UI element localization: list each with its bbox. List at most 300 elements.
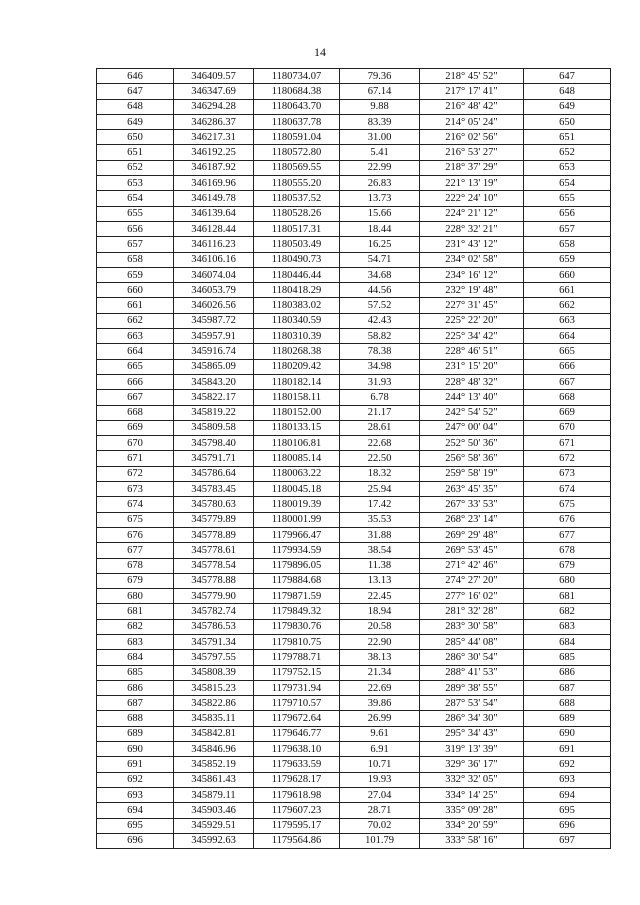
cell-next-point-number: 679 <box>524 558 611 573</box>
table-row <box>97 313 611 328</box>
cell-distance: 22.90 <box>340 634 420 649</box>
cell-distance: 26.83 <box>340 176 420 191</box>
cell-y-coordinate: 1180643.70 <box>254 99 340 114</box>
cell-y-coordinate: 1180537.52 <box>254 191 340 206</box>
cell-bearing: 231° 43' 12" <box>420 237 524 252</box>
cell-point-number: 661 <box>97 298 174 313</box>
cell-y-coordinate: 1180158.11 <box>254 390 340 405</box>
cell-x-coordinate: 345782.74 <box>174 604 254 619</box>
table-row <box>97 221 611 236</box>
cell-y-coordinate: 1180045.18 <box>254 482 340 497</box>
cell-y-coordinate: 1179628.17 <box>254 772 340 787</box>
cell-distance: 35.53 <box>340 512 420 527</box>
cell-next-point-number: 696 <box>524 818 611 833</box>
cell-point-number: 658 <box>97 252 174 267</box>
cell-point-number: 687 <box>97 696 174 711</box>
cell-distance: 78.38 <box>340 344 420 359</box>
cell-distance: 42.43 <box>340 313 420 328</box>
cell-point-number: 649 <box>97 114 174 129</box>
cell-bearing: 244° 13' 40" <box>420 390 524 405</box>
cell-next-point-number: 663 <box>524 313 611 328</box>
cell-y-coordinate: 1180490.73 <box>254 252 340 267</box>
cell-bearing: 263° 45' 35" <box>420 482 524 497</box>
cell-bearing: 271° 42' 46" <box>420 558 524 573</box>
cell-bearing: 221° 13' 19" <box>420 176 524 191</box>
cell-y-coordinate: 1179672.64 <box>254 711 340 726</box>
table-row <box>97 757 611 772</box>
cell-y-coordinate: 1179934.59 <box>254 543 340 558</box>
cell-x-coordinate: 345791.71 <box>174 451 254 466</box>
cell-x-coordinate: 345822.86 <box>174 696 254 711</box>
table-row <box>97 267 611 282</box>
cell-bearing: 329° 36' 17" <box>420 757 524 772</box>
cell-point-number: 694 <box>97 803 174 818</box>
cell-distance: 31.88 <box>340 527 420 542</box>
cell-next-point-number: 660 <box>524 267 611 282</box>
cell-distance: 57.52 <box>340 298 420 313</box>
table-row <box>97 665 611 680</box>
table-row <box>97 69 611 84</box>
cell-next-point-number: 688 <box>524 696 611 711</box>
cell-next-point-number: 675 <box>524 497 611 512</box>
cell-distance: 6.91 <box>340 742 420 757</box>
cell-bearing: 247° 00' 04" <box>420 420 524 435</box>
table-row <box>97 405 611 420</box>
table-row <box>97 160 611 175</box>
cell-next-point-number: 668 <box>524 390 611 405</box>
cell-next-point-number: 692 <box>524 757 611 772</box>
cell-y-coordinate: 1180152.00 <box>254 405 340 420</box>
cell-bearing: 227° 31' 45" <box>420 298 524 313</box>
table-row <box>97 726 611 741</box>
cell-bearing: 225° 34' 42" <box>420 329 524 344</box>
cell-x-coordinate: 345865.09 <box>174 359 254 374</box>
cell-y-coordinate: 1180383.02 <box>254 298 340 313</box>
cell-distance: 31.93 <box>340 374 420 389</box>
cell-distance: 18.44 <box>340 221 420 236</box>
cell-next-point-number: 666 <box>524 359 611 374</box>
cell-x-coordinate: 345815.23 <box>174 680 254 695</box>
table-row <box>97 206 611 221</box>
table-row <box>97 420 611 435</box>
cell-bearing: 216° 53' 27" <box>420 145 524 160</box>
cell-point-number: 662 <box>97 313 174 328</box>
table-row <box>97 787 611 802</box>
cell-y-coordinate: 1180182.14 <box>254 374 340 389</box>
cell-distance: 6.78 <box>340 390 420 405</box>
cell-next-point-number: 670 <box>524 420 611 435</box>
cell-distance: 44.56 <box>340 283 420 298</box>
cell-x-coordinate: 345916.74 <box>174 344 254 359</box>
cell-point-number: 688 <box>97 711 174 726</box>
table-row <box>97 176 611 191</box>
cell-x-coordinate: 346409.57 <box>174 69 254 84</box>
cell-point-number: 666 <box>97 374 174 389</box>
cell-next-point-number: 652 <box>524 145 611 160</box>
cell-y-coordinate: 1179788.71 <box>254 650 340 665</box>
cell-next-point-number: 649 <box>524 99 611 114</box>
cell-point-number: 693 <box>97 787 174 802</box>
table-row <box>97 84 611 99</box>
cell-distance: 101.79 <box>340 833 420 848</box>
cell-point-number: 657 <box>97 237 174 252</box>
cell-x-coordinate: 345903.46 <box>174 803 254 818</box>
cell-x-coordinate: 346106.16 <box>174 252 254 267</box>
cell-y-coordinate: 1179830.76 <box>254 619 340 634</box>
cell-bearing: 216° 48' 42" <box>420 99 524 114</box>
cell-next-point-number: 658 <box>524 237 611 252</box>
cell-x-coordinate: 345809.58 <box>174 420 254 435</box>
cell-next-point-number: 669 <box>524 405 611 420</box>
cell-point-number: 690 <box>97 742 174 757</box>
cell-point-number: 682 <box>97 619 174 634</box>
cell-distance: 79.36 <box>340 69 420 84</box>
cell-bearing: 232° 19' 48" <box>420 283 524 298</box>
cell-x-coordinate: 345842.81 <box>174 726 254 741</box>
cell-bearing: 228° 48' 32" <box>420 374 524 389</box>
cell-bearing: 242° 54' 52" <box>420 405 524 420</box>
cell-next-point-number: 681 <box>524 589 611 604</box>
cell-x-coordinate: 345929.51 <box>174 818 254 833</box>
cell-next-point-number: 695 <box>524 803 611 818</box>
cell-x-coordinate: 346053.79 <box>174 283 254 298</box>
cell-point-number: 647 <box>97 84 174 99</box>
cell-next-point-number: 655 <box>524 191 611 206</box>
cell-distance: 38.13 <box>340 650 420 665</box>
cell-distance: 21.17 <box>340 405 420 420</box>
cell-x-coordinate: 345778.89 <box>174 527 254 542</box>
cell-point-number: 646 <box>97 69 174 84</box>
cell-distance: 22.45 <box>340 589 420 604</box>
cell-point-number: 686 <box>97 680 174 695</box>
table-row <box>97 619 611 634</box>
cell-bearing: 286° 34' 30" <box>420 711 524 726</box>
cell-point-number: 655 <box>97 206 174 221</box>
cell-y-coordinate: 1180106.81 <box>254 436 340 451</box>
cell-next-point-number: 657 <box>524 221 611 236</box>
cell-next-point-number: 685 <box>524 650 611 665</box>
cell-distance: 22.50 <box>340 451 420 466</box>
cell-x-coordinate: 346074.04 <box>174 267 254 282</box>
cell-distance: 9.61 <box>340 726 420 741</box>
cell-next-point-number: 664 <box>524 329 611 344</box>
cell-y-coordinate: 1180019.39 <box>254 497 340 512</box>
cell-next-point-number: 674 <box>524 482 611 497</box>
cell-x-coordinate: 346128.44 <box>174 221 254 236</box>
cell-y-coordinate: 1179595.17 <box>254 818 340 833</box>
cell-y-coordinate: 1179752.15 <box>254 665 340 680</box>
cell-distance: 70.02 <box>340 818 420 833</box>
cell-distance: 22.68 <box>340 436 420 451</box>
cell-y-coordinate: 1180572.80 <box>254 145 340 160</box>
cell-x-coordinate: 345957.91 <box>174 329 254 344</box>
cell-distance: 13.73 <box>340 191 420 206</box>
cell-bearing: 225° 22' 20" <box>420 313 524 328</box>
table-row <box>97 711 611 726</box>
table-row <box>97 833 611 848</box>
table-row <box>97 298 611 313</box>
cell-next-point-number: 694 <box>524 787 611 802</box>
table-row <box>97 145 611 160</box>
cell-y-coordinate: 1179564.86 <box>254 833 340 848</box>
cell-y-coordinate: 1180734.07 <box>254 69 340 84</box>
cell-next-point-number: 656 <box>524 206 611 221</box>
cell-bearing: 277° 16' 02" <box>420 589 524 604</box>
cell-bearing: 269° 29' 48" <box>420 527 524 542</box>
cell-x-coordinate: 346169.96 <box>174 176 254 191</box>
cell-x-coordinate: 345778.88 <box>174 573 254 588</box>
cell-point-number: 678 <box>97 558 174 573</box>
cell-y-coordinate: 1180528.26 <box>254 206 340 221</box>
cell-next-point-number: 662 <box>524 298 611 313</box>
cell-next-point-number: 665 <box>524 344 611 359</box>
cell-next-point-number: 697 <box>524 833 611 848</box>
cell-distance: 54.71 <box>340 252 420 267</box>
cell-bearing: 216° 02' 56" <box>420 130 524 145</box>
cell-point-number: 679 <box>97 573 174 588</box>
cell-bearing: 332° 32' 05" <box>420 772 524 787</box>
cell-distance: 11.38 <box>340 558 420 573</box>
cell-bearing: 234° 16' 12" <box>420 267 524 282</box>
cell-point-number: 654 <box>97 191 174 206</box>
cell-y-coordinate: 1179896.05 <box>254 558 340 573</box>
table-row <box>97 359 611 374</box>
table-row <box>97 803 611 818</box>
table-row <box>97 252 611 267</box>
cell-y-coordinate: 1180340.59 <box>254 313 340 328</box>
cell-y-coordinate: 1179884.68 <box>254 573 340 588</box>
cell-bearing: 334° 14' 25" <box>420 787 524 802</box>
cell-x-coordinate: 345852.19 <box>174 757 254 772</box>
cell-distance: 9.88 <box>340 99 420 114</box>
cell-bearing: 224° 21' 12" <box>420 206 524 221</box>
cell-bearing: 256° 58' 36" <box>420 451 524 466</box>
cell-bearing: 228° 46' 51" <box>420 344 524 359</box>
table-row <box>97 634 611 649</box>
cell-point-number: 674 <box>97 497 174 512</box>
cell-distance: 83.39 <box>340 114 420 129</box>
table-row <box>97 604 611 619</box>
cell-bearing: 231° 15' 20" <box>420 359 524 374</box>
cell-point-number: 683 <box>97 634 174 649</box>
cell-distance: 28.61 <box>340 420 420 435</box>
cell-next-point-number: 667 <box>524 374 611 389</box>
table-row <box>97 466 611 481</box>
table-row <box>97 390 611 405</box>
cell-x-coordinate: 345992.63 <box>174 833 254 848</box>
cell-y-coordinate: 1179966.47 <box>254 527 340 542</box>
cell-point-number: 659 <box>97 267 174 282</box>
page-number: 14 <box>314 45 326 59</box>
cell-bearing: 288° 41' 53" <box>420 665 524 680</box>
cell-bearing: 286° 30' 54" <box>420 650 524 665</box>
cell-bearing: 222° 24' 10" <box>420 191 524 206</box>
cell-y-coordinate: 1180063.22 <box>254 466 340 481</box>
cell-y-coordinate: 1179810.75 <box>254 634 340 649</box>
cell-x-coordinate: 346149.78 <box>174 191 254 206</box>
cell-x-coordinate: 346116.23 <box>174 237 254 252</box>
cell-point-number: 672 <box>97 466 174 481</box>
cell-point-number: 651 <box>97 145 174 160</box>
cell-bearing: 334° 20' 59" <box>420 818 524 833</box>
table-row <box>97 558 611 573</box>
cell-y-coordinate: 1179638.10 <box>254 742 340 757</box>
cell-y-coordinate: 1180569.55 <box>254 160 340 175</box>
cell-distance: 58.82 <box>340 329 420 344</box>
cell-y-coordinate: 1180268.38 <box>254 344 340 359</box>
cell-x-coordinate: 345786.64 <box>174 466 254 481</box>
cell-next-point-number: 648 <box>524 84 611 99</box>
cell-point-number: 696 <box>97 833 174 848</box>
cell-x-coordinate: 345808.39 <box>174 665 254 680</box>
cell-point-number: 695 <box>97 818 174 833</box>
cell-x-coordinate: 345819.22 <box>174 405 254 420</box>
cell-bearing: 281° 32' 28" <box>420 604 524 619</box>
cell-next-point-number: 680 <box>524 573 611 588</box>
cell-next-point-number: 693 <box>524 772 611 787</box>
table-row <box>97 497 611 512</box>
cell-distance: 26.99 <box>340 711 420 726</box>
cell-bearing: 267° 33' 53" <box>420 497 524 512</box>
cell-bearing: 228° 32' 21" <box>420 221 524 236</box>
cell-next-point-number: 672 <box>524 451 611 466</box>
cell-next-point-number: 686 <box>524 665 611 680</box>
cell-bearing: 319° 13' 39" <box>420 742 524 757</box>
cell-bearing: 259° 58' 19" <box>420 466 524 481</box>
cell-bearing: 252° 50' 36" <box>420 436 524 451</box>
cell-next-point-number: 683 <box>524 619 611 634</box>
cell-next-point-number: 690 <box>524 726 611 741</box>
cell-distance: 28.71 <box>340 803 420 818</box>
cell-point-number: 664 <box>97 344 174 359</box>
cell-bearing: 214° 05' 24" <box>420 114 524 129</box>
coordinates-table <box>96 68 611 849</box>
cell-point-number: 665 <box>97 359 174 374</box>
cell-next-point-number: 659 <box>524 252 611 267</box>
cell-next-point-number: 654 <box>524 176 611 191</box>
cell-x-coordinate: 345791.34 <box>174 634 254 649</box>
cell-bearing: 218° 45' 52" <box>420 69 524 84</box>
cell-y-coordinate: 1179646.77 <box>254 726 340 741</box>
cell-x-coordinate: 345797.55 <box>174 650 254 665</box>
cell-next-point-number: 678 <box>524 543 611 558</box>
cell-y-coordinate: 1180209.42 <box>254 359 340 374</box>
cell-y-coordinate: 1179731.94 <box>254 680 340 695</box>
cell-bearing: 234° 02' 58" <box>420 252 524 267</box>
cell-y-coordinate: 1180555.20 <box>254 176 340 191</box>
cell-point-number: 650 <box>97 130 174 145</box>
cell-x-coordinate: 346187.92 <box>174 160 254 175</box>
cell-point-number: 681 <box>97 604 174 619</box>
cell-x-coordinate: 346192.25 <box>174 145 254 160</box>
cell-x-coordinate: 345879.11 <box>174 787 254 802</box>
cell-point-number: 668 <box>97 405 174 420</box>
cell-point-number: 663 <box>97 329 174 344</box>
cell-point-number: 656 <box>97 221 174 236</box>
cell-distance: 13.13 <box>340 573 420 588</box>
cell-x-coordinate: 346139.64 <box>174 206 254 221</box>
cell-point-number: 675 <box>97 512 174 527</box>
cell-point-number: 652 <box>97 160 174 175</box>
table-row <box>97 589 611 604</box>
cell-y-coordinate: 1179849.32 <box>254 604 340 619</box>
cell-x-coordinate: 345987.72 <box>174 313 254 328</box>
cell-distance: 34.98 <box>340 359 420 374</box>
table-row <box>97 130 611 145</box>
cell-distance: 17.42 <box>340 497 420 512</box>
table-row <box>97 344 611 359</box>
cell-x-coordinate: 345843.20 <box>174 374 254 389</box>
cell-next-point-number: 661 <box>524 283 611 298</box>
cell-x-coordinate: 346286.37 <box>174 114 254 129</box>
cell-x-coordinate: 345798.40 <box>174 436 254 451</box>
cell-next-point-number: 651 <box>524 130 611 145</box>
cell-y-coordinate: 1179633.59 <box>254 757 340 772</box>
cell-distance: 39.86 <box>340 696 420 711</box>
table-row <box>97 742 611 757</box>
cell-x-coordinate: 345778.61 <box>174 543 254 558</box>
table-row <box>97 650 611 665</box>
cell-bearing: 289° 38' 55" <box>420 680 524 695</box>
cell-distance: 18.32 <box>340 466 420 481</box>
cell-point-number: 669 <box>97 420 174 435</box>
coordinates-table-body <box>97 69 611 849</box>
cell-next-point-number: 689 <box>524 711 611 726</box>
cell-y-coordinate: 1180133.15 <box>254 420 340 435</box>
cell-distance: 16.25 <box>340 237 420 252</box>
cell-distance: 22.99 <box>340 160 420 175</box>
cell-point-number: 673 <box>97 482 174 497</box>
cell-y-coordinate: 1179618.98 <box>254 787 340 802</box>
cell-x-coordinate: 345835.11 <box>174 711 254 726</box>
cell-distance: 67.14 <box>340 84 420 99</box>
cell-y-coordinate: 1179710.57 <box>254 696 340 711</box>
cell-distance: 22.69 <box>340 680 420 695</box>
cell-next-point-number: 673 <box>524 466 611 481</box>
cell-distance: 27.04 <box>340 787 420 802</box>
table-row <box>97 329 611 344</box>
cell-point-number: 670 <box>97 436 174 451</box>
cell-distance: 20.58 <box>340 619 420 634</box>
table-row <box>97 114 611 129</box>
cell-point-number: 660 <box>97 283 174 298</box>
cell-x-coordinate: 345779.90 <box>174 589 254 604</box>
cell-x-coordinate: 345846.96 <box>174 742 254 757</box>
table-row <box>97 436 611 451</box>
cell-bearing: 218° 37' 29" <box>420 160 524 175</box>
table-row <box>97 696 611 711</box>
cell-bearing: 287° 53' 54" <box>420 696 524 711</box>
cell-point-number: 671 <box>97 451 174 466</box>
cell-bearing: 333° 58' 16" <box>420 833 524 848</box>
cell-point-number: 677 <box>97 543 174 558</box>
cell-y-coordinate: 1180503.49 <box>254 237 340 252</box>
cell-y-coordinate: 1180591.04 <box>254 130 340 145</box>
cell-bearing: 335° 09' 28" <box>420 803 524 818</box>
cell-y-coordinate: 1180310.39 <box>254 329 340 344</box>
cell-y-coordinate: 1180684.38 <box>254 84 340 99</box>
cell-x-coordinate: 345780.63 <box>174 497 254 512</box>
table-row <box>97 527 611 542</box>
cell-next-point-number: 684 <box>524 634 611 649</box>
cell-distance: 38.54 <box>340 543 420 558</box>
table-row <box>97 772 611 787</box>
cell-point-number: 648 <box>97 99 174 114</box>
table-row <box>97 818 611 833</box>
cell-distance: 18.94 <box>340 604 420 619</box>
cell-bearing: 283° 30' 58" <box>420 619 524 634</box>
cell-x-coordinate: 345786.53 <box>174 619 254 634</box>
